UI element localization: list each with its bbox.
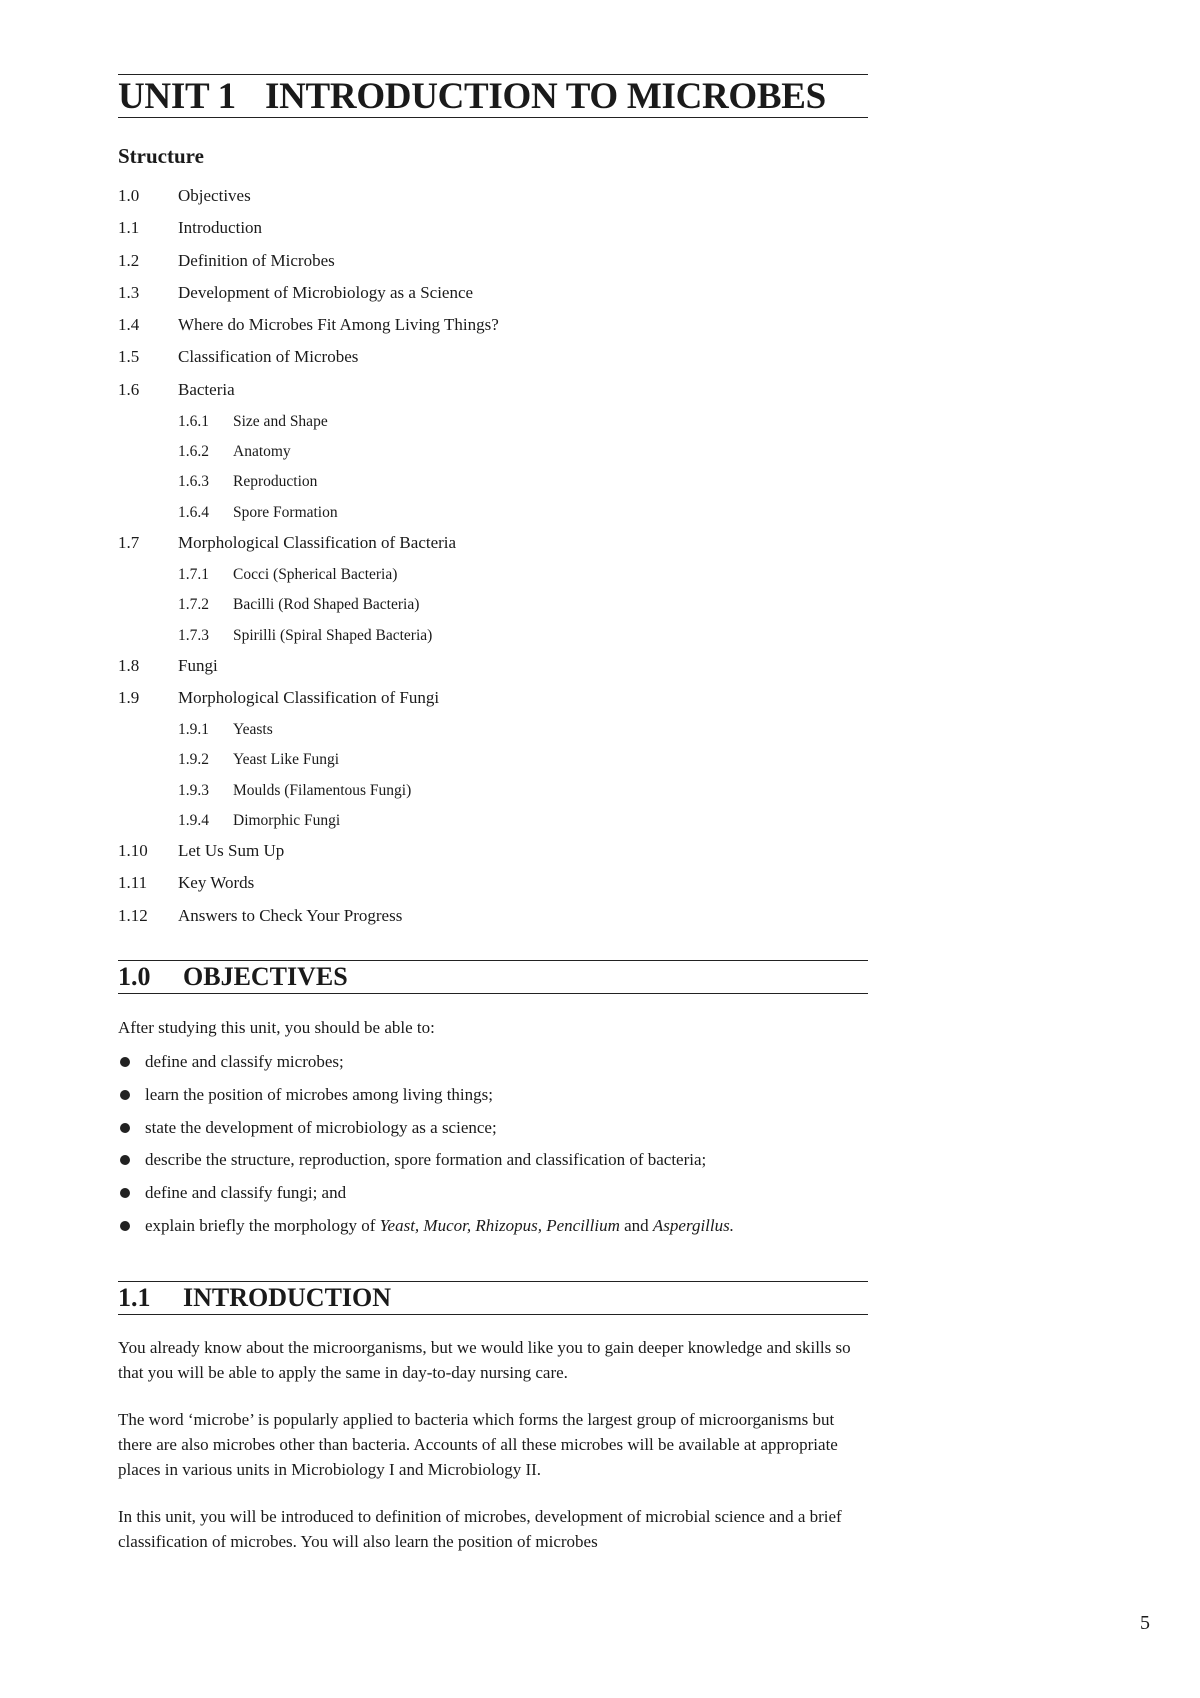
- toc-item: [118, 347, 868, 379]
- bullet-icon: [120, 1123, 130, 1133]
- toc-number: 1.6.3: [178, 473, 209, 491]
- unit-number: UNIT 1: [118, 76, 236, 117]
- toc-title: Answers to Check Your Progress: [178, 905, 403, 925]
- toc-title: Introduction: [178, 218, 263, 238]
- toc-number: 1.0: [118, 186, 140, 205]
- objective-item: define and classify microbes;: [118, 1052, 868, 1085]
- table-of-contents: [118, 186, 868, 938]
- structure-heading: Structure: [118, 144, 204, 168]
- toc-item: [118, 380, 868, 412]
- introduction-heading: [118, 1281, 868, 1315]
- section-title: INTRODUCTION: [183, 1282, 392, 1312]
- toc-subitem: [118, 750, 868, 780]
- objectives-list: [118, 1052, 868, 1249]
- toc-item: [118, 873, 868, 905]
- paragraph: The word ‘microbe’ is popularly applied to bacteria which forms the largest group of microorganisms but there are also microbes other than bacteria. Accounts of all these microbes will be available at appropriate places in various units in Microbiology I and Microbiology II.: [118, 1409, 838, 1479]
- toc-number: 1.9.4: [178, 811, 209, 829]
- section-title: OBJECTIVES: [183, 961, 348, 991]
- toc-number: 1.10: [118, 841, 148, 861]
- toc-item: [118, 218, 868, 250]
- toc-number: 1.7: [118, 532, 140, 552]
- paragraph: You already know about the microorganisms, but we would like you to gain deeper knowledge and skills so that you will be able to apply the same in day-to-day nursing care.: [118, 1337, 851, 1382]
- toc-title: Objectives: [178, 186, 251, 205]
- toc-item: [118, 841, 868, 873]
- toc-title: Size and Shape: [233, 413, 328, 431]
- toc-number: 1.8: [118, 655, 140, 675]
- objective-item: explain briefly the morphology of Yeast, Mucor, Rhizopus, Pencillium and Aspergillus.: [118, 1216, 868, 1249]
- toc-title: Moulds (Filamentous Fungi): [233, 781, 412, 799]
- section-number: 1.0: [118, 961, 151, 991]
- unit-name: INTRODUCTION TO MICROBES: [265, 76, 826, 117]
- toc-title: Bacteria: [178, 379, 235, 399]
- toc-title: Key Words: [178, 873, 255, 893]
- toc-title: Let Us Sum Up: [178, 841, 285, 861]
- toc-title: Reproduction: [233, 473, 318, 491]
- toc-subitem: [118, 503, 868, 533]
- paragraph: In this unit, you will be introduced to definition of microbes, development of microbial science and a brief classification of microbes. You will also learn the position of microbes: [118, 1506, 842, 1551]
- toc-number: 1.6.2: [178, 443, 209, 461]
- toc-subitem: [118, 626, 868, 656]
- objective-item: learn the position of microbes among living things;: [118, 1085, 868, 1118]
- bullet-icon: [120, 1057, 130, 1067]
- toc-title: Classification of Microbes: [178, 347, 359, 367]
- page-number: 5: [1140, 1612, 1150, 1634]
- section-number: 1.1: [118, 1282, 151, 1312]
- unit-title: [118, 74, 868, 118]
- objective-item: define and classify fungi; and: [118, 1183, 868, 1216]
- toc-subitem: [118, 565, 868, 595]
- toc-item: [118, 906, 868, 938]
- toc-title: Dimorphic Fungi: [233, 811, 341, 829]
- toc-title: Spore Formation: [233, 503, 338, 521]
- objectives-heading: [118, 960, 868, 994]
- toc-item: [118, 251, 868, 283]
- toc-number: 1.6: [118, 379, 140, 399]
- toc-number: 1.9.3: [178, 781, 209, 799]
- toc-number: 1.4: [118, 315, 140, 335]
- bullet-icon: [120, 1155, 130, 1165]
- toc-title: Definition of Microbes: [178, 250, 335, 270]
- toc-title: Cocci (Spherical Bacteria): [233, 566, 398, 584]
- toc-number: 1.9.1: [178, 721, 209, 739]
- toc-item: [118, 656, 868, 688]
- toc-number: 1.9.2: [178, 751, 209, 769]
- toc-title: Spirilli (Spiral Shaped Bacteria): [233, 626, 433, 644]
- toc-subitem: [118, 781, 868, 811]
- toc-number: 1.9: [118, 687, 140, 707]
- toc-number: 1.7.1: [178, 566, 209, 584]
- toc-number: 1.12: [118, 905, 148, 925]
- toc-title: Where do Microbes Fit Among Living Things?: [178, 315, 499, 335]
- toc-item: [118, 533, 868, 565]
- toc-title: Bacilli (Rod Shaped Bacteria): [233, 596, 420, 614]
- objective-item: state the development of microbiology as a science;: [118, 1118, 868, 1151]
- toc-item: [118, 315, 868, 347]
- page-content: [118, 74, 868, 1554]
- toc-item: [118, 688, 868, 720]
- toc-subitem: [118, 811, 868, 841]
- toc-item: [118, 283, 868, 315]
- objectives-intro: After studying this unit, you should be able to:: [118, 1017, 435, 1037]
- toc-number: 1.7.2: [178, 596, 209, 614]
- bullet-icon: [120, 1090, 130, 1100]
- toc-title: Development of Microbiology as a Science: [178, 282, 474, 302]
- toc-number: 1.7.3: [178, 626, 209, 644]
- toc-number: 1.6.4: [178, 503, 209, 521]
- toc-number: 1.11: [118, 873, 148, 893]
- toc-title: Fungi: [178, 655, 218, 675]
- toc-title: Yeasts: [233, 721, 273, 739]
- toc-subitem: [118, 412, 868, 442]
- toc-number: 1.5: [118, 347, 140, 367]
- bullet-icon: [120, 1188, 130, 1198]
- bullet-icon: [120, 1221, 130, 1231]
- toc-subitem: [118, 442, 868, 472]
- toc-title: Morphological Classification of Bacteria: [178, 532, 457, 552]
- toc-number: 1.3: [118, 282, 140, 302]
- toc-subitem: [118, 595, 868, 625]
- toc-subitem: [118, 720, 868, 750]
- objective-item: describe the structure, reproduction, spore formation and classification of bacteria;: [118, 1150, 868, 1183]
- toc-subitem: [118, 472, 868, 502]
- toc-number: 1.1: [118, 218, 140, 238]
- toc-number: 1.6.1: [178, 413, 209, 431]
- toc-title: Morphological Classification of Fungi: [178, 687, 440, 707]
- toc-number: 1.2: [118, 250, 140, 270]
- toc-title: Anatomy: [233, 443, 291, 461]
- toc-title: Yeast Like Fungi: [233, 751, 340, 769]
- toc-item: [118, 186, 868, 218]
